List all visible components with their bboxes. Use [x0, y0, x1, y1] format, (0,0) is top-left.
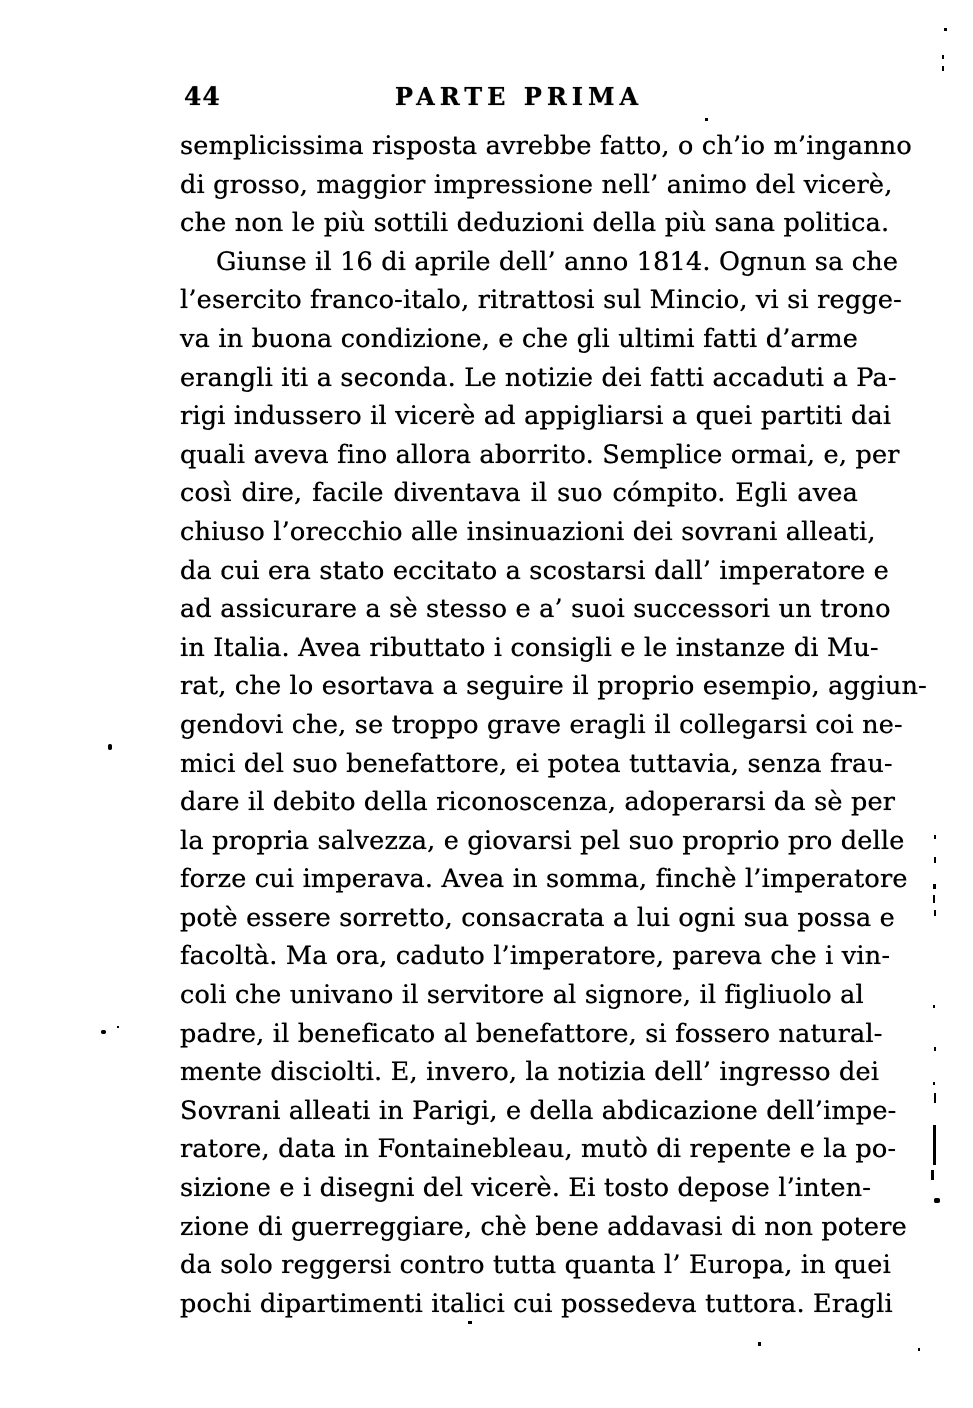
scan-artifact: [933, 1005, 935, 1008]
scan-artifact: [108, 744, 112, 750]
text-line: padre, il beneficato al benefattore, si fossero natural-: [180, 1018, 883, 1049]
text-line: l’esercito franco-italo, ritrattosi sul Mincio, vi si regge-: [180, 285, 902, 316]
scan-artifact: [934, 835, 936, 839]
text-line: così dire, facile diventava il suo cómpito. Egli avea: [180, 478, 858, 509]
text-line: mici del suo benefattore, ei potea tuttavia, senza frau-: [180, 748, 893, 779]
text-line: facoltà. Ma ora, caduto l’imperatore, pareva che i vin-: [180, 941, 891, 972]
text-line: ratore, data in Fontainebleau, mutò di repente e la po-: [180, 1134, 897, 1165]
text-line: va in buona condizione, e che gli ultimi fatti d’arme: [180, 323, 858, 354]
scan-artifact: [942, 55, 944, 59]
text-line: Sovrani alleati in Parigi, e della abdicazione dell’impe-: [180, 1095, 897, 1126]
running-title: PARTE PRIMA: [394, 82, 644, 111]
text-line: semplicissima risposta avrebbe fatto, o ch’io m’inganno: [180, 131, 912, 161]
text-line: sizione e i disegni del vicerè. Ei tosto depose l’inten-: [180, 1173, 872, 1204]
scan-artifact: [933, 1125, 936, 1165]
scan-artifact: [934, 1093, 936, 1103]
scan-artifact: [933, 1082, 935, 1085]
text-line: chiuso l’orecchio alle insinuazioni dei sovrani alleati,: [180, 516, 876, 547]
running-head: [180, 82, 858, 112]
text-line: coli che univano il servitore al signore, il figliuolo al: [180, 980, 864, 1011]
scan-artifact: [933, 895, 935, 903]
text-line: che non le più sottili deduzioni della più sana politica.: [180, 208, 890, 239]
text-line: quali aveva fino allora aborrito. Semplice ormai, e, per: [180, 439, 900, 470]
text-line: in Italia. Avea ributtato i consigli e le instanze di Mu-: [180, 632, 879, 663]
scan-artifact: [944, 28, 947, 31]
scan-artifact: [934, 1047, 936, 1051]
text-line: da cui era stato eccitato a scostarsi dall’ imperatore e: [180, 555, 889, 586]
scan-artifact: [942, 66, 944, 71]
text-line: gendovi che, se troppo grave eragli il collegarsi coi ne-: [180, 709, 903, 740]
text-line: pochi dipartimenti italici cui possedeva tuttora. Eragli: [180, 1288, 893, 1319]
scan-artifact: [705, 118, 708, 121]
scan-artifact: [934, 857, 936, 863]
page-number: 44: [184, 82, 221, 111]
text-line: potè essere sorretto, consacrata a lui ogni sua possa e: [180, 902, 895, 933]
scan-artifact: [933, 884, 936, 889]
scan-artifact: [934, 1198, 940, 1203]
text-line: di grosso, maggior impressione nell’ animo del vicerè,: [180, 169, 893, 200]
text-line: rat, che lo esortava a seguire il proprio esempio, aggiun-: [180, 671, 927, 702]
text-line: rigi indussero il vicerè ad appigliarsi a quei partiti dai: [180, 401, 892, 432]
scan-artifact: [934, 910, 936, 916]
text-line: forze cui imperava. Avea in somma, finchè l’imperatore: [180, 864, 908, 895]
text-line-paragraph-start: Giunse il 16 di aprile dell’ anno 1814. Ognun sa che: [216, 246, 899, 277]
scan-artifact: [468, 1321, 472, 1324]
scan-artifact: [931, 1170, 934, 1180]
text-line: da solo reggersi contro tutta quanta l’ Europa, in quei: [180, 1250, 891, 1281]
text-line: erangli iti a seconda. Le notizie dei fatti accaduti a Pa-: [180, 362, 897, 393]
body-text: [180, 127, 927, 1323]
text-line: ad assicurare a sè stesso e a’ suoi successori un trono: [180, 594, 891, 625]
text-line: dare il debito della riconoscenza, adoperarsi da sè per: [180, 787, 896, 818]
text-line: zione di guerreggiare, chè bene addavasi di non potere: [180, 1211, 907, 1242]
text-line: mente disciolti. E, invero, la notizia dell’ ingresso dei: [180, 1057, 880, 1088]
text-line: la propria salvezza, e giovarsi pel suo proprio pro delle: [180, 825, 905, 856]
scan-artifact: [117, 1026, 119, 1028]
scan-artifact: [918, 1348, 920, 1351]
scan-artifact: [101, 1030, 106, 1034]
scan-artifact: [758, 1342, 761, 1346]
